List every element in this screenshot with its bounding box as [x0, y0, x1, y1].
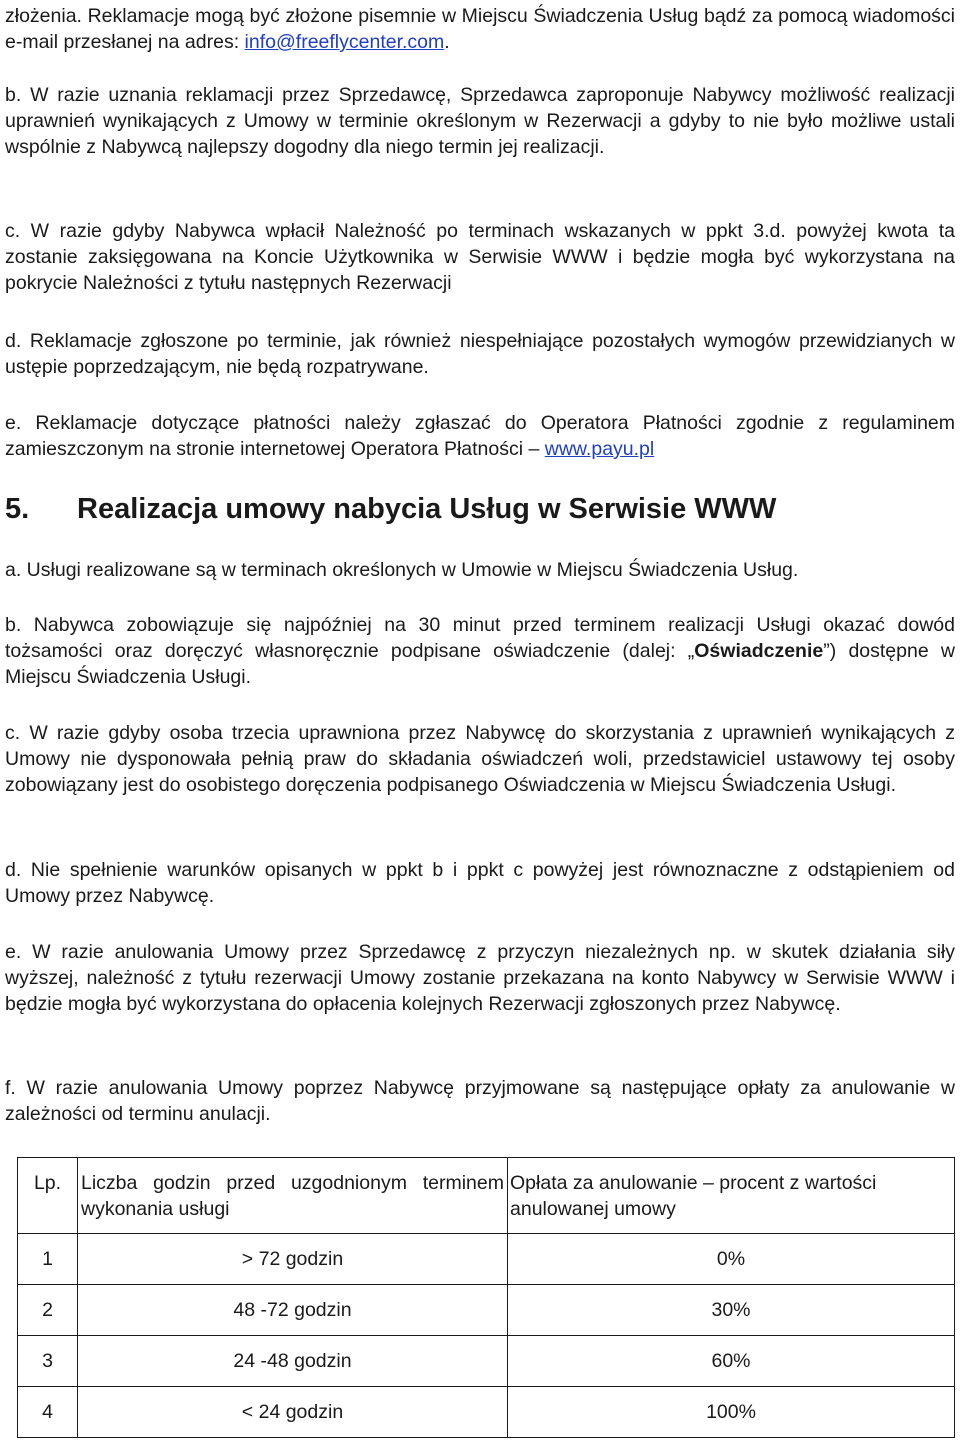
paragraph-5a: a. Usługi realizowane są w terminach określonych w Umowie w Miejscu Świadczenia Usług.: [5, 559, 799, 581]
cell-hours: < 24 godzin: [78, 1387, 508, 1438]
paragraph-5b: [5, 612, 955, 690]
paragraph-text: e. Reklamacje dotyczące płatności należy zgłaszać do Operatora Płatności zgodnie z regulaminem zamieszczonym na stronie internetowej Operatora Płatności –: [5, 412, 955, 460]
cancellation-fee-table: [17, 1157, 955, 1438]
email-link[interactable]: info@freeflycenter.com: [244, 31, 445, 53]
paragraph-4c: c. W razie gdyby Nabywca wpłacił Należność po terminach wskazanych w ppkt 3.d. powyżej kwota ta zostanie zaksięgowana na Koncie Użytkownika w Serwisie WWW i będzie mogła być wykorzystana na pokrycie Należności z tytułu następnych Rezerwacji: [5, 220, 955, 294]
section-number: 5.: [5, 493, 30, 525]
cell-lp: 1: [18, 1234, 78, 1285]
paragraph-5c: c. W razie gdyby osoba trzecia uprawniona przez Nabywcę do skorzystania z uprawnień wynikających z Umowy nie dysponowała pełnią praw do składania oświadczeń woli, przedstawiciel ustawowy tej osoby zobowiązany jest do osobistego doręczenia podpisanego Oświadczenia w Miejscu Świadczenia Usługi.: [5, 722, 955, 796]
cell-fee: 0%: [508, 1234, 955, 1285]
cell-hours: > 72 godzin: [78, 1234, 508, 1285]
paragraph-complaints-intro: [5, 3, 955, 55]
cell-fee: 60%: [508, 1336, 955, 1387]
paragraph-text: b. Nabywca zobowiązuje się najpóźniej na 30 minut przed terminem realizacji Usługi okazać dowód tożsamości oraz doręczyć własnoręcznie podpisane oświadczenie (dalej: „: [5, 614, 955, 662]
table-header-row: [18, 1158, 955, 1234]
bold-term: Oświadczenie: [694, 640, 824, 662]
cell-lp: 3: [18, 1336, 78, 1387]
header-fee: Opłata za anulowanie – procent z wartości anulowanej umowy: [508, 1158, 955, 1234]
paragraph-4b: b. W razie uznania reklamacji przez Sprzedawcę, Sprzedawca zaproponuje Nabywcy możliwość realizacji uprawnień wynikających z Umowy w terminie określonym w Rezerwacji a gdyby to nie było możliwe ustali wspólnie z Nabywcą najlepszy dogodny dla niego termin jej realizacji.: [5, 84, 955, 158]
payu-link[interactable]: www.payu.pl: [544, 438, 655, 460]
header-lp: Lp.: [18, 1158, 78, 1234]
table-row: [18, 1336, 955, 1387]
cell-fee: 30%: [508, 1285, 955, 1336]
paragraph-5e: e. W razie anulowania Umowy przez Sprzedawcę z przyczyn niezależnych np. w skutek działania siły wyższej, należność z tytułu rezerwacji Umowy zostanie przekazana na konto Nabywcy w Serwisie WWW i będzie mogła być wykorzystana do opłacenia kolejnych Rezerwacji zgłoszonych przez Nabywcę.: [5, 941, 955, 1015]
cell-lp: 4: [18, 1387, 78, 1438]
paragraph-4e: [5, 410, 955, 462]
paragraph-tail: ”) dostępne w Miejscu Świadczenia Usługi.: [5, 640, 955, 688]
paragraph-5d: d. Nie spełnienie warunków opisanych w ppkt b i ppkt c powyżej jest równoznaczne z odstąpieniem od Umowy przez Nabywcę.: [5, 859, 955, 907]
cell-hours: 48 -72 godzin: [78, 1285, 508, 1336]
section-heading: [5, 492, 776, 526]
section-title: Realizacja umowy nabycia Usług w Serwisie WWW: [77, 493, 777, 525]
paragraph-4d: d. Reklamacje zgłoszone po terminie, jak również niespełniające pozostałych wymogów przewidzianych w ustępie poprzedzającym, nie będą rozpatrywane.: [5, 330, 955, 378]
paragraph-5f: f. W razie anulowania Umowy poprzez Nabywcę przyjmowane są następujące opłaty za anulowanie w zależności od terminu anulacji.: [5, 1077, 955, 1125]
table-row: [18, 1285, 955, 1336]
table-row: [18, 1387, 955, 1438]
cell-lp: 2: [18, 1285, 78, 1336]
paragraph-tail: .: [444, 31, 450, 53]
table-row: [18, 1234, 955, 1285]
header-hours: Liczba godzin przed uzgodnionym terminem wykonania usługi: [78, 1158, 508, 1234]
paragraph-text: złożenia. Reklamacje mogą być złożone pisemnie w Miejscu Świadczenia Usług bądź za pomocą wiadomości e-mail przesłanej na adres:: [5, 5, 955, 53]
cell-fee: 100%: [508, 1387, 955, 1438]
cell-hours: 24 -48 godzin: [78, 1336, 508, 1387]
